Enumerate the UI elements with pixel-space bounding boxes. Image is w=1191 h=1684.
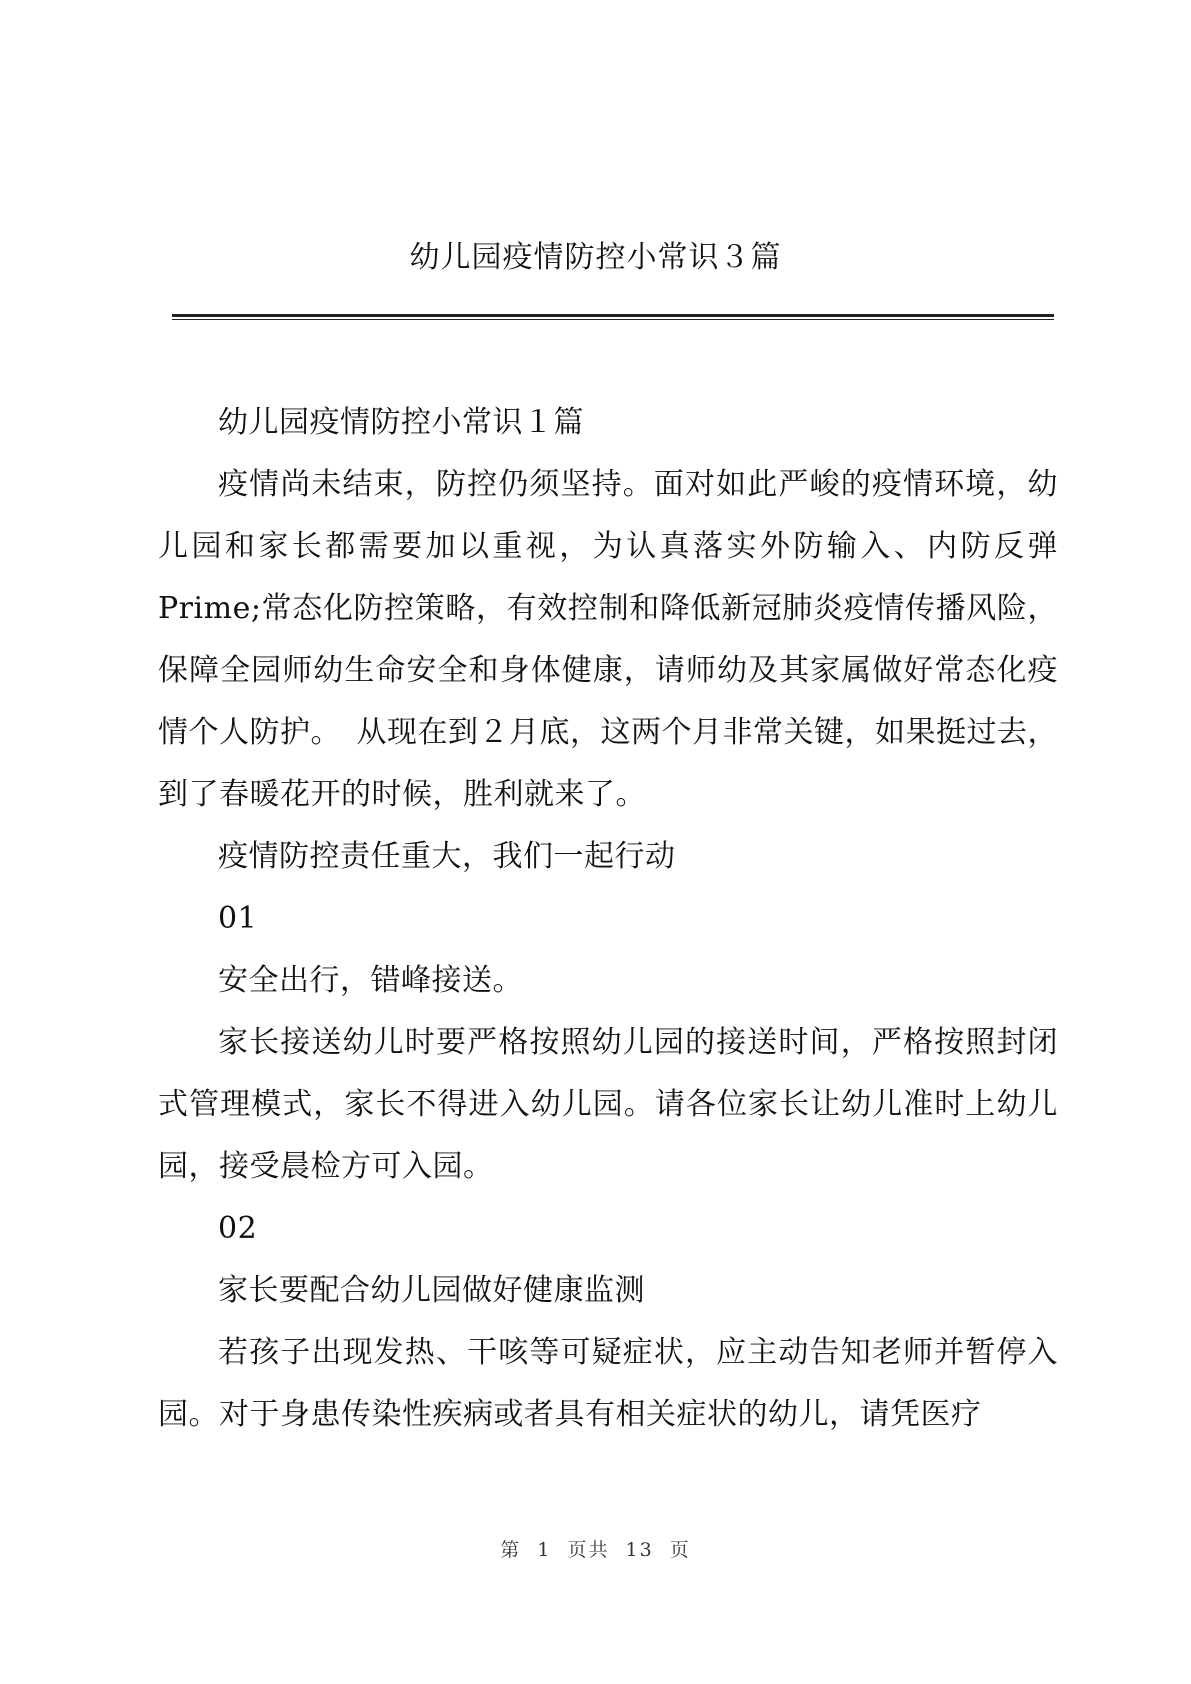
intro-paragraph: 疫情尚未结束，防控仍须坚持。面对如此严峻的疫情环境，幼儿园和家长都需要加以重视，为认真落实外防输入、内防反弹Prime;常态化防控策略，有效控制和降低新冠肺炎疫情传播风险，保障全园师幼生命安全和身体健康，请师幼及其家属做好常态化疫情个人防护。 从现在到２月底，这两个月非常关键，如果挺过去，到了春暖花开的时候，胜利就来了。 (158, 467, 1058, 812)
page-number-footer: 第 1 页共 13 页 (500, 1539, 691, 1561)
item-heading: 家长要配合幼儿园做好健康监测 (218, 1273, 645, 1308)
subheading: 疫情防控责任重大，我们一起行动 (218, 839, 676, 874)
item-number: 01 (218, 901, 258, 936)
item-heading: 安全出行，错峰接送。 (218, 963, 523, 998)
section-heading: 幼儿园疫情防控小常识１篇 (218, 405, 584, 440)
item-paragraph: 家长接送幼儿时要严格按照幼儿园的接送时间，严格按照封闭式管理模式，家长不得进入幼儿园。请各位家长让幼儿准时上幼儿园，接受晨检方可入园。 (158, 1025, 1058, 1184)
document-title: 幼儿园疫情防控小常识３篇 (409, 240, 782, 275)
title-divider (172, 314, 1054, 320)
item-number: 02 (218, 1211, 258, 1246)
item-paragraph: 若孩子出现发热、干咳等可疑症状，应主动告知老师并暂停入园。对于身患传染性疾病或者具有相关症状的幼儿，请凭医疗 (158, 1335, 1058, 1432)
document-body (158, 392, 1058, 1446)
